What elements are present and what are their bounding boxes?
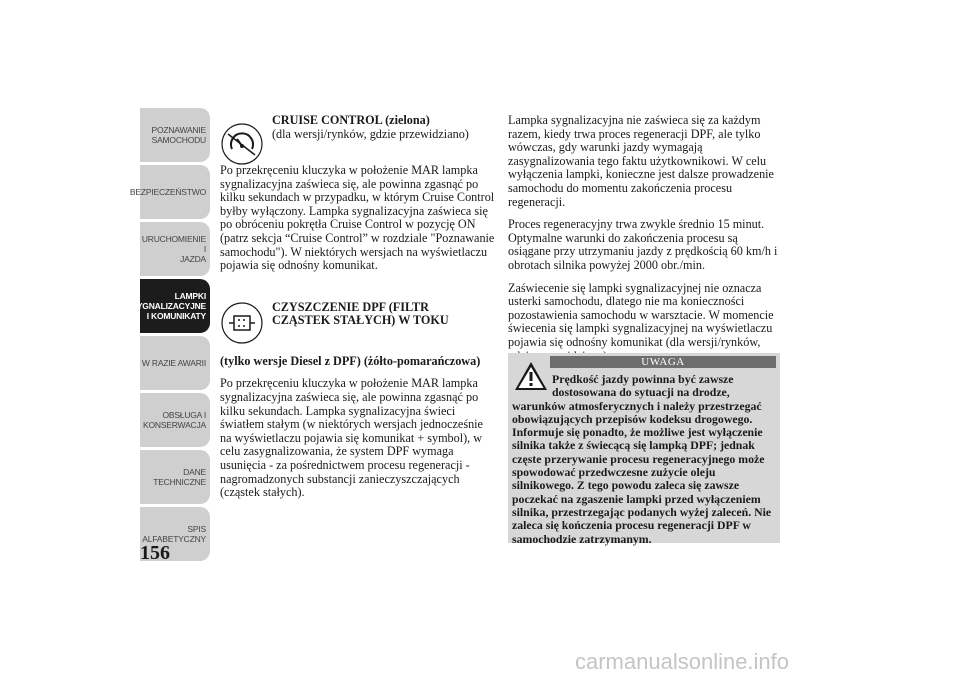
tab-label: SPIS ALFABETYCZNY <box>142 524 206 544</box>
tab-dane-techniczne[interactable] <box>140 450 210 504</box>
left-column <box>220 114 495 509</box>
warning-body: warunków atmosferycznych i należy przestrzegać obowiązujących przepisów kodeksu drogowego. Informuje się ponadto, że możliwe jest wyłączenie silnika także z świecącą się lampką DPF; jednak częste przerywanie procesu regeneracyjnego może spowodować przedwczesne zużycie oleju silnikowego. Z tego powodu zaleca się zawsze poczekać na zgaszenie lampki przed wyłączeniem silnika, przestrzegając podanych wyżej zaleceń. Nie zaleca się kończenia procesu regeneracji DPF w samochodzie zatrzymanym. <box>512 398 772 546</box>
page-number: 156 <box>140 542 170 564</box>
paragraph: Proces regeneracyjny trwa zwykle średnio 15 minut. Optymalne warunki do zakończenia procesu są osiągane przy utrzymaniu jazdy z prędkością 60 km/h i obrotach silnika powyżej 2000 obr./min. <box>508 217 778 272</box>
tab-label: OBSŁUGA I KONSERWACJA <box>143 410 206 430</box>
cruise-control-body: Po przekręceniu kluczyka w położenie MAR lampka sygnalizacyjna zaświeca się, ale powinna zgasnąć po kilku sekundach w przypadku, w którym Cruise Control byłby wyłączony. Lampka sygnalizacyjna zaświeca się po obróceniu pokrętła Cruise Control w pozycję ON (patrz sekcja “Cruise Control” w rozdziale "Poznawanie samochodu"). W niektórych wersjach na wyświetlaczu pojawia się odnośny komunikat. <box>220 163 495 273</box>
tab-obsluga-i-konserwacja[interactable] <box>140 393 210 447</box>
tab-label: LAMPKI SYGNALIZACYJNE I KOMUNIKATY <box>131 291 206 321</box>
dpf-title: CZYSZCZENIE DPF (FILTR CZĄSTEK STAŁYCH) W TOKU <box>272 299 449 328</box>
right-column <box>508 114 783 372</box>
cruise-control-title: CRUISE CONTROL (zielona) <box>272 113 430 127</box>
dpf-heading <box>220 301 495 355</box>
cruise-control-icon <box>220 122 264 166</box>
warning-header: UWAGA <box>550 356 776 368</box>
dpf-body: Po przekręceniu kluczyka w położenie MAR lampka sygnalizacyjna zaświeca się, ale powinna zgasnąć po kilku sekundach. Lampka sygnalizacyjna świeci światłem stałym (w niektórych wersjach jednocześnie na wyświetlaczu pojawia się komunikat + symbol), w celu zasygnalizowania, że system DPF wymaga usunięcia - za pośrednictwem procesu regeneracji - nagromadzonych substancji zanieczyszczających (cząstek stałych). <box>220 376 483 500</box>
tab-uruchomienie-i-jazda[interactable] <box>140 222 210 276</box>
tab-poznawanie-samochodu[interactable] <box>140 108 210 162</box>
watermark: carmanualsonline.info <box>575 649 790 674</box>
tab-label: POZNAWANIE SAMOCHODU <box>151 125 206 145</box>
tab-label: URUCHOMIENIE I JAZDA <box>141 234 206 264</box>
cruise-control-subtitle: (dla wersji/rynków, gdzie przewidziano) <box>272 127 469 141</box>
paragraph: Lampka sygnalizacyjna nie zaświeca się za każdym razem, kiedy trwa proces regeneracji DPF, ale tylko wówczas, gdy warunki jazdy wymagają zasygnalizowania tego faktu użytkownikowi. W celu wyłączenia lampki, konieczne jest dalsze prowadzenie samochodu do momentu zakończenia procesu regeneracji. <box>508 113 774 209</box>
tab-w-razie-awarii[interactable] <box>140 336 210 390</box>
warning-first-lines: Prędkość jazdy powinna być zawsze dostosowana do sytuacji na drodze, <box>552 372 734 400</box>
warning-box <box>508 353 780 546</box>
dpf-subtitle: (tylko wersje Diesel z DPF) (żółto-pomarańczowa) <box>220 353 481 368</box>
paragraph: Zaświecenie się lampki sygnalizacyjnej nie oznacza usterki samochodu, dlatego nie ma konieczności pozostawienia samochodu w warsztacie. W momencie świecenia się lampki sygnalizacyjnej na wyświetlaczu pojawia się odnośny komunikat (dla wersji/rynków, <box>508 280 774 349</box>
warning-text <box>512 373 776 546</box>
tab-label: W RAZIE AWARII <box>141 358 206 368</box>
tab-lampki-sygnalizacyjne[interactable] <box>131 279 210 333</box>
cruise-control-heading <box>220 114 495 164</box>
tab-bezpieczenstwo[interactable] <box>129 165 210 219</box>
dpf-filter-icon <box>220 301 264 345</box>
tab-label: DANE TECHNICZNE <box>153 467 206 487</box>
chapter-sidebar <box>129 108 210 564</box>
tab-label: BEZPIECZEŃSTWO <box>129 187 206 197</box>
